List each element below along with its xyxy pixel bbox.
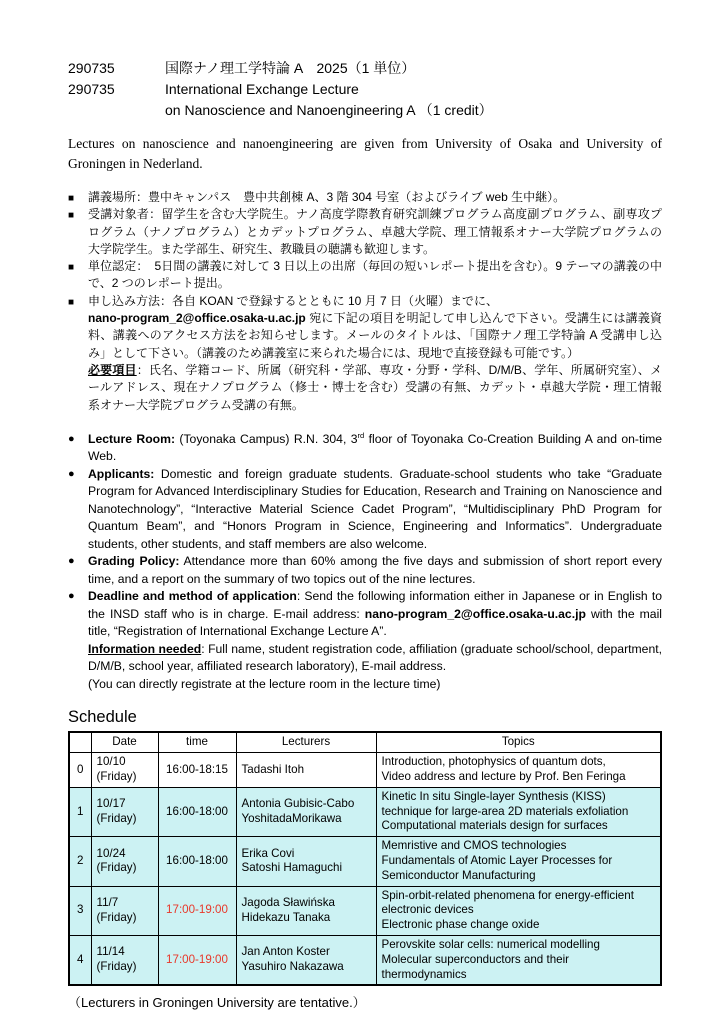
text-segment: (You can directly registrate at the lecture room in the lecture time): [88, 676, 441, 691]
lecturers-cell: [236, 787, 376, 836]
schedule-footnote: （Lecturers in Groningen University are tentative.）: [68, 995, 366, 1011]
bullet-text: [88, 588, 662, 693]
column-header: Topics: [376, 732, 661, 752]
square-bullet-icon: ■: [68, 262, 75, 274]
text-segment: 必要項目: [88, 362, 137, 377]
text-segment: rd: [357, 430, 365, 440]
schedule-row: [69, 935, 661, 985]
date-day: (Friday): [96, 769, 137, 783]
bullet-item: [68, 189, 662, 206]
topic-item: Kinetic In situ Single-layer Synthesis (KISS) technique for large-area 2D materials exfoliation: [381, 789, 629, 818]
en-bullet-list: [68, 431, 662, 694]
course-header: [68, 58, 662, 121]
text-segment: with the mail title, “Registration of International Exchange Lecture A”.: [88, 606, 662, 639]
date-day: (Friday): [96, 910, 137, 924]
date-cell: [91, 753, 158, 788]
course-code: 290735: [68, 60, 115, 76]
text-segment: Lecture Room:: [88, 431, 176, 446]
topic-item: Introduction, photophysics of quantum dots,: [381, 755, 606, 769]
time-cell: 16:00-18:00: [158, 837, 236, 886]
text-segment: (Toyonaka Campus) R.N. 304, 3: [175, 431, 358, 446]
topic-item: Computational materials design for surfaces: [381, 819, 608, 833]
lecturers-cell: [236, 886, 376, 935]
bullet-item: [68, 588, 662, 693]
date-value: 10/17: [96, 797, 126, 811]
topic-item: Perovskite solar cells: numerical modelling: [381, 937, 600, 951]
row-index-cell: 0: [69, 753, 91, 788]
topic-item: Fundamentals of Atomic Layer Processes for Semiconductor Manufacturing: [381, 853, 613, 882]
circle-bullet-icon: ●: [68, 590, 75, 603]
schedule-heading: Schedule: [68, 708, 137, 727]
topic-item: Molecular superconductors and their thermodynamics: [381, 952, 570, 981]
course-header-row-ja: [68, 58, 662, 79]
text-segment: 宛に下記の項目を明記して申し込んで下さい。受講生には講義資料、講義へのアクセス方法をお知らせします。メールのタイトルは、「国際ナノ理工学特論 A 受講申し込み」として下さい。（講義のため講義室に来られた場合には、現地で直接登録も可能です。）: [88, 311, 662, 360]
lecturer-name: Hidekazu Tanaka: [241, 910, 331, 924]
circle-bullet-icon: ●: [68, 467, 75, 480]
square-bullet-icon: ■: [68, 210, 75, 222]
bullet-item: [68, 466, 662, 554]
lecturer-name: Erika Covi: [241, 846, 295, 860]
course-title-en-line2: on Nanoscience and Nanoengineering A （1 credit）: [165, 102, 493, 118]
time-cell: 16:00-18:15: [158, 753, 236, 788]
bullet-item: [68, 206, 662, 258]
time-cell: 16:00-18:00: [158, 787, 236, 836]
course-header-row-en1: [68, 79, 662, 100]
lecturer-name: Yasuhiro Nakazawa: [241, 960, 344, 974]
intro-paragraph: Lectures on nanoscience and nanoengineering are given from University of Osaka and University of Groningen in Nederland.: [68, 136, 662, 171]
date-cell: [91, 886, 158, 935]
text-segment: 受講対象者：留学生を含む大学院生。ナノ高度学際教育研究訓練プログラム高度副プログラム、副専攻プログラム（ナノプログラム）とカデットプログラム、卓越大学院、理工情報系オナー大学院プログラムの大学院学生。また学部生、研究生、教職員の聴講も歓迎します。: [88, 207, 662, 256]
text-segment: 単位認定： 5日間の講義に対して 3 日以上の出席（毎回の短いレポート提出を含む）。9 テーマの講義の中で、2 つのレポート提出。: [88, 259, 662, 291]
schedule-header-row: [69, 732, 661, 752]
topic-item: Electronic phase change oxide: [381, 918, 540, 932]
course-code: 290735: [68, 81, 115, 97]
date-value: 10/24: [96, 846, 126, 860]
topic-item: Memristive and CMOS technologies: [381, 839, 567, 853]
lecturer-name: Satoshi Hamaguchi: [241, 861, 343, 875]
lecturer-name: Jan Anton Koster: [241, 945, 330, 959]
lecturer-name: Jagoda Sławińska: [241, 895, 335, 909]
schedule-table: [68, 731, 662, 986]
date-cell: [91, 837, 158, 886]
date-value: 11/7: [96, 895, 119, 909]
bullet-text: [88, 431, 662, 466]
text-segment: Domestic and foreign graduate students. Graduate-school students who take “Graduate Program for Advanced Interdisciplinary Studies for Education, Research and Training on Nanoscience and Nanotechnology”, “Interactive Material Science Cadet Program”, “Multidisciplinary PhD Program for Quantum Beam”, and “Honors Program in Science, Engineering and Informatics”. Undergraduate students, other students, and staff members are also welcome.: [88, 466, 662, 551]
topics-cell: [376, 886, 661, 935]
topics-cell: [376, 837, 661, 886]
time-cell: 17:00-19:00: [158, 935, 236, 985]
bullet-text: [88, 258, 662, 293]
topic-item: Spin-orbit-related phenomena for energy-efficient electronic devices: [381, 888, 634, 917]
column-header: [69, 732, 91, 752]
column-header: time: [158, 732, 236, 752]
date-cell: [91, 935, 158, 985]
schedule-row: [69, 787, 661, 836]
bullet-item: [68, 553, 662, 588]
course-code-spacer: [68, 100, 165, 121]
lecturer-name: YoshitadaMorikawa: [241, 811, 342, 825]
text-segment: floor of Toyonaka Co-Creation Building A and on-time Web.: [88, 431, 662, 464]
topics-cell: [376, 753, 661, 788]
course-title-ja: 国際ナノ理工学特論 A 2025（1 単位）: [165, 60, 416, 76]
text-segment: Grading Policy:: [88, 554, 180, 569]
text-segment: Information needed: [88, 641, 202, 656]
topics-cell: [376, 787, 661, 836]
circle-bullet-icon: ●: [68, 432, 75, 445]
jp-bullet-list: [68, 189, 662, 414]
schedule-row: [69, 753, 661, 788]
topics-cell: [376, 935, 661, 985]
lecturer-name: Antonia Gubisic-Cabo: [241, 797, 355, 811]
date-day: (Friday): [96, 811, 137, 825]
schedule-row: [69, 837, 661, 886]
circle-bullet-icon: ●: [68, 555, 75, 568]
topic-item: Video address and lecture by Prof. Ben Feringa: [381, 769, 626, 783]
column-header: Date: [91, 732, 158, 752]
bullet-text: [88, 293, 662, 414]
row-index-cell: 1: [69, 787, 91, 836]
lecturers-cell: [236, 837, 376, 886]
date-value: 10/10: [96, 755, 126, 769]
bullet-text: [88, 553, 662, 588]
course-header-row-en2: [68, 100, 662, 121]
bullet-text: [88, 189, 662, 206]
column-header: Lecturers: [236, 732, 376, 752]
bullet-text: [88, 206, 662, 258]
bullet-item: [68, 293, 662, 414]
bullet-item: [68, 431, 662, 466]
text-segment: : Full name, student registration code, affiliation (graduate school/school, department, D/M/B, school year, affiliated research laboratory), E-mail address.: [88, 641, 662, 674]
time-cell: 17:00-19:00: [158, 886, 236, 935]
lecturers-cell: [236, 935, 376, 985]
date-value: 11/14: [96, 945, 125, 959]
row-index-cell: 4: [69, 935, 91, 985]
text-segment: Deadline and method of application: [88, 589, 297, 604]
date-day: (Friday): [96, 960, 137, 974]
text-segment: ：氏名、学籍コード、所属（研究科・学部、専攻・分野・学科、D/M/B、学年、所属研究室）、メールアドレス、現在ナノプログラム（修士・博士を含む）受講の有無、カデット・卓越大学院・理工情報系オナー大学院プログラム受講の有無。: [88, 362, 662, 412]
text-segment: Attendance more than 60% among the five days and submission of short report every time, and a report on the summary of two topics out of the nine lectures.: [88, 554, 662, 586]
text-segment: nano-program_2@office.osaka-u.ac.jp: [364, 606, 586, 621]
text-segment: nano-program_2@office.osaka-u.ac.jp: [88, 311, 306, 326]
row-index-cell: 3: [69, 886, 91, 935]
lecturers-cell: [236, 753, 376, 788]
row-index-cell: 2: [69, 837, 91, 886]
square-bullet-icon: ■: [68, 296, 75, 308]
text-segment: 申し込み方法：各自 KOAN で登録するとともに 10 月 7 日（火曜）までに、: [88, 293, 499, 308]
text-segment: : Send the following information either in Japanese or in English to the INSD staff who is in charge. E-mail address:: [88, 589, 662, 621]
date-cell: [91, 787, 158, 836]
schedule-row: [69, 886, 661, 935]
course-title-en-line1: International Exchange Lecture: [165, 81, 359, 97]
bullet-text: [88, 466, 662, 554]
square-bullet-icon: ■: [68, 193, 75, 204]
date-day: (Friday): [96, 861, 137, 875]
text-segment: Applicants:: [88, 466, 155, 481]
text-segment: 講義場所：豊中キャンパス 豊中共創棟 A、3 階 304 号室（およびライブ web 生中継）。: [88, 190, 566, 204]
bullet-item: [68, 258, 662, 293]
lecturer-name: Tadashi Itoh: [241, 762, 305, 776]
